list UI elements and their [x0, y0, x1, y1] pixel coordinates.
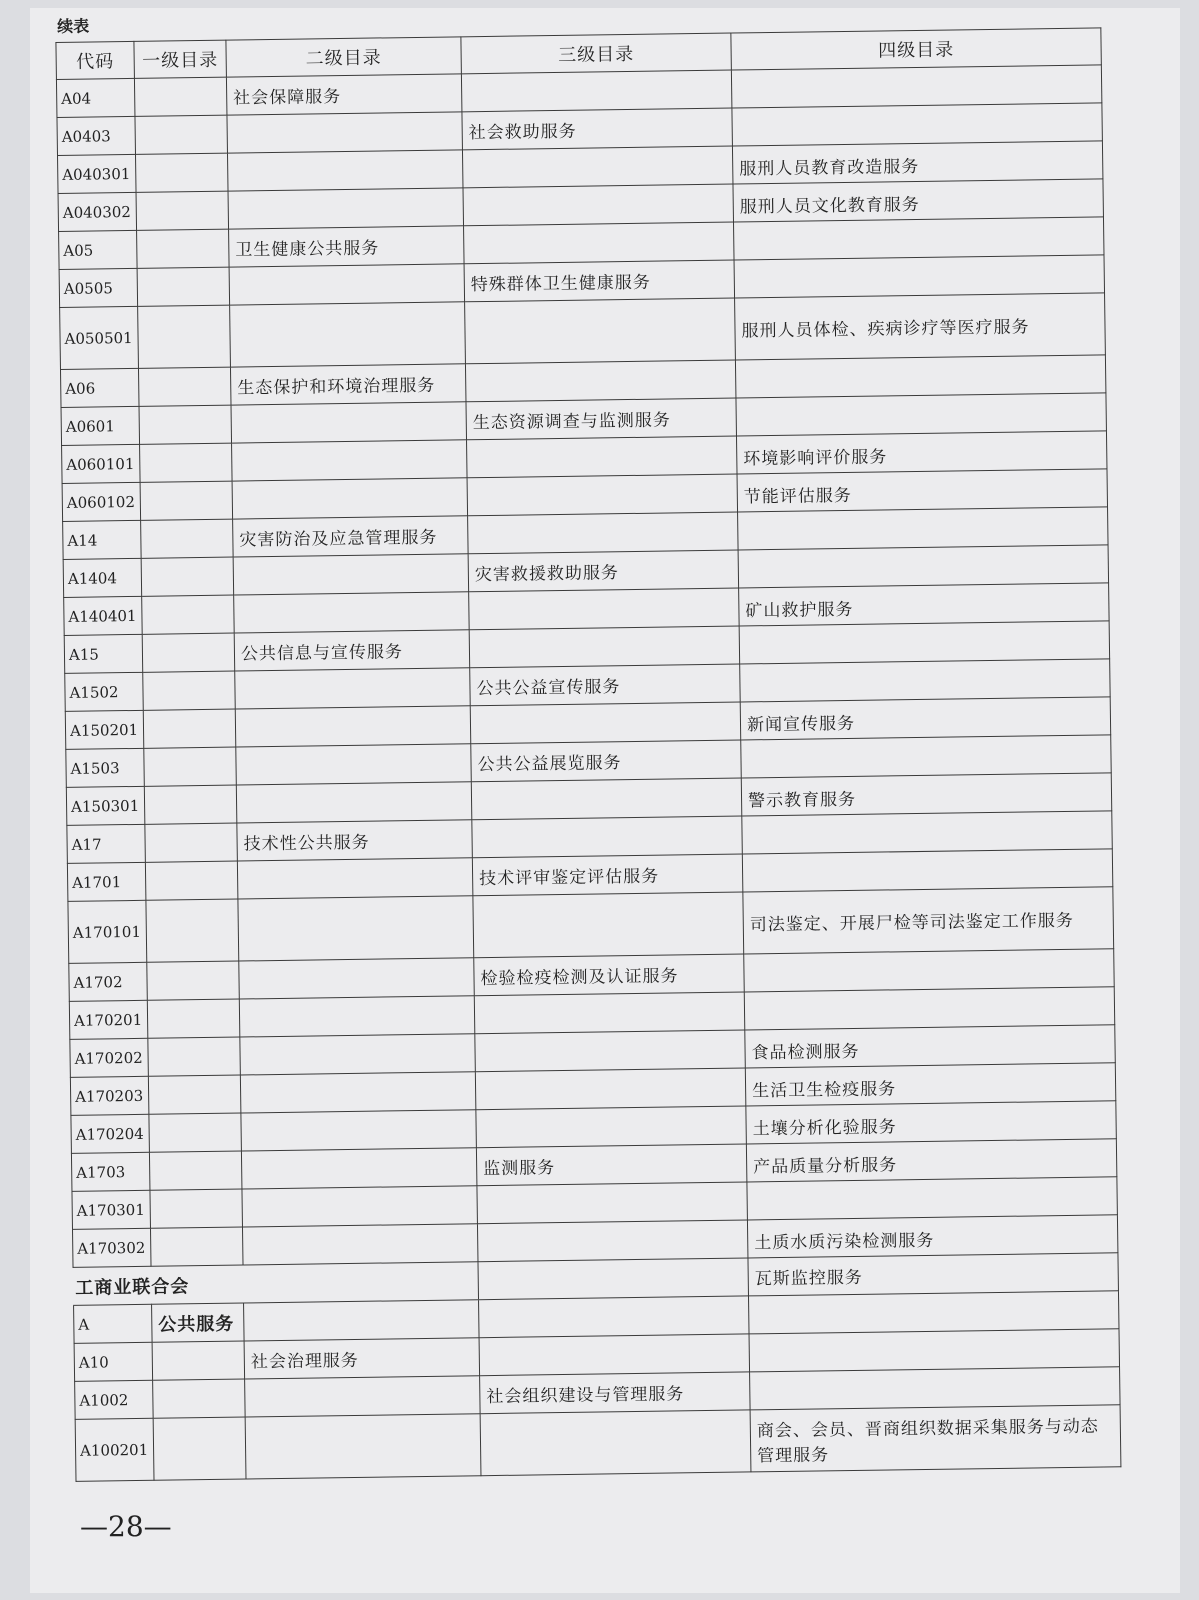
- cell-level3: [480, 1410, 751, 1476]
- cell-level4: [750, 1367, 1120, 1410]
- cell-level3: [461, 70, 732, 112]
- cell-level3: 监测服务: [476, 1144, 747, 1186]
- cell-level4: [736, 393, 1106, 436]
- cell-level1: [137, 229, 230, 268]
- table-cell: [478, 1258, 749, 1300]
- cell-level4: [731, 65, 1101, 108]
- cell-level2: [242, 1224, 478, 1265]
- cell-level3: [463, 184, 734, 226]
- cell-level2: [227, 112, 463, 153]
- cell-level1: [135, 153, 228, 192]
- cell-level1: [138, 305, 231, 368]
- cell-level2: [232, 478, 468, 519]
- cell-code: A1404: [63, 558, 142, 597]
- cell-code: A17: [67, 824, 146, 863]
- cell-code: A040301: [58, 154, 137, 193]
- cell-level3: 生态资源调查与监测服务: [466, 398, 737, 440]
- cell-level1: [145, 861, 238, 900]
- cell-level1: [142, 633, 235, 672]
- cell-level3: [473, 892, 744, 958]
- cell-level2: 灾害防治及应急管理服务: [233, 516, 469, 557]
- cell-level3: [464, 222, 735, 264]
- cell-level4: 新闻宣传服务: [740, 697, 1110, 740]
- cell-code: A1503: [66, 748, 145, 787]
- cell-code: A: [74, 1304, 153, 1343]
- cell-level4: [747, 1177, 1117, 1220]
- cell-level4: [733, 217, 1103, 260]
- cell-level4: 司法鉴定、开展尸检等司法鉴定工作服务: [743, 887, 1114, 954]
- cell-level1: [153, 1379, 246, 1418]
- cell-code: A060101: [62, 444, 141, 483]
- cell-level2: [238, 896, 474, 961]
- cell-level3: [475, 1068, 746, 1110]
- cell-level2: [236, 744, 472, 785]
- cell-level4: 环境影响评价服务: [736, 431, 1106, 474]
- cell-level2: [240, 1034, 476, 1075]
- cell-level1: [145, 823, 238, 862]
- header-level4: 四级目录: [731, 28, 1101, 70]
- cell-level2: [234, 592, 470, 633]
- cell-level4: 节能评估服务: [737, 469, 1107, 512]
- cell-level2: 社会治理服务: [244, 1338, 480, 1379]
- cell-level1: [147, 961, 240, 1000]
- cell-level4: 警示教育服务: [741, 773, 1111, 816]
- cell-level3: [469, 626, 740, 668]
- cell-level2: 卫生健康公共服务: [229, 226, 465, 267]
- cell-code: A1502: [65, 672, 144, 711]
- cell-level1: [143, 671, 236, 710]
- cell-code: A0505: [59, 268, 138, 307]
- cell-level2: 生态保护和环境治理服务: [230, 364, 466, 405]
- cell-level4: 服刑人员体检、疾病诊疗等医疗服务: [735, 293, 1106, 360]
- cell-level1: [139, 405, 232, 444]
- cell-level4: [748, 1291, 1118, 1334]
- cell-code: A170202: [70, 1038, 149, 1077]
- cell-level2: [228, 188, 464, 229]
- cell-level4: 商会、会员、晋商组织数据采集服务与动态管理服务: [750, 1405, 1121, 1472]
- cell-code: A150301: [66, 786, 145, 825]
- cell-level3: [470, 702, 741, 744]
- cell-level2: [230, 302, 466, 367]
- cell-code: A0601: [61, 406, 140, 445]
- cell-level3: [469, 588, 740, 630]
- cell-level2: [229, 264, 465, 305]
- cell-level4: [749, 1329, 1119, 1372]
- section-side-cell: 瓦斯监控服务: [748, 1253, 1118, 1296]
- cell-code: A15: [64, 634, 143, 673]
- cell-level3: [468, 512, 739, 554]
- header-code: 代码: [56, 41, 135, 79]
- cell-level3: 社会救助服务: [462, 108, 733, 150]
- cell-level4: [744, 987, 1114, 1030]
- cell-code: A1703: [71, 1152, 150, 1191]
- cell-level3: [465, 360, 736, 402]
- cell-level1: [136, 191, 229, 230]
- cell-level1: [148, 1075, 241, 1114]
- continued-label: 续表: [57, 16, 90, 36]
- cell-level1: [141, 519, 234, 558]
- section-title: 工商业联合会: [73, 1262, 478, 1306]
- cell-level3: [477, 1182, 748, 1224]
- cell-level1: 公共服务: [152, 1303, 245, 1342]
- cell-level4: [739, 621, 1109, 664]
- cell-level1: [150, 1227, 243, 1266]
- cell-level2: [231, 402, 467, 443]
- cell-code: A050501: [60, 306, 139, 369]
- cell-level1: [149, 1113, 242, 1152]
- cell-level2: [237, 858, 473, 899]
- cell-code: A1702: [69, 962, 148, 1001]
- cell-level4: [742, 849, 1112, 892]
- cell-level1: [153, 1417, 246, 1480]
- header-level2: 二级目录: [226, 37, 461, 77]
- cell-level3: 社会组织建设与管理服务: [480, 1372, 751, 1414]
- cell-level3: [471, 778, 742, 820]
- cell-code: A06: [60, 368, 139, 407]
- cell-level4: 生活卫生检疫服务: [745, 1063, 1115, 1106]
- cell-level3: 技术评审鉴定评估服务: [472, 854, 743, 896]
- cell-level1: [140, 481, 233, 520]
- cell-level4: [735, 355, 1105, 398]
- cell-level3: 公共公益展览服务: [471, 740, 742, 782]
- cell-level4: [738, 545, 1108, 588]
- cell-code: A060102: [62, 482, 141, 521]
- section-rows-body: [74, 1291, 1121, 1482]
- cell-level4: 服刑人员教育改造服务: [732, 141, 1102, 184]
- cell-level2: 技术性公共服务: [237, 820, 473, 861]
- cell-level1: [143, 709, 236, 748]
- catalog-table: [55, 27, 1121, 1481]
- table-body: [56, 65, 1117, 1267]
- cell-code: A170201: [69, 1000, 148, 1039]
- cell-code: A05: [59, 230, 138, 269]
- cell-level3: [472, 816, 743, 858]
- cell-level1: [147, 999, 240, 1038]
- cell-level2: [233, 554, 469, 595]
- cell-level4: 土质水质污染检测服务: [747, 1215, 1117, 1258]
- cell-level1: [150, 1189, 243, 1228]
- cell-level1: [152, 1341, 245, 1380]
- cell-level1: [134, 77, 227, 116]
- cell-level4: 土壤分析化验服务: [746, 1101, 1116, 1144]
- cell-level4: 食品检测服务: [745, 1025, 1115, 1068]
- cell-code: A10: [74, 1342, 153, 1381]
- cell-level4: [732, 103, 1102, 146]
- cell-code: A14: [63, 520, 142, 559]
- cell-level4: [742, 811, 1112, 854]
- cell-level2: [245, 1376, 481, 1417]
- cell-level3: [467, 474, 738, 516]
- cell-level2: [244, 1300, 480, 1341]
- cell-level2: [227, 150, 463, 191]
- cell-level3: 公共公益宣传服务: [470, 664, 741, 706]
- cell-level4: [734, 255, 1104, 298]
- cell-level4: [740, 659, 1110, 702]
- cell-level4: 产品质量分析服务: [746, 1139, 1116, 1182]
- cell-code: A170204: [71, 1114, 150, 1153]
- cell-level2: [240, 1072, 476, 1113]
- cell-level1: [149, 1151, 242, 1190]
- cell-code: A170302: [72, 1228, 151, 1267]
- cell-level3: 检验检疫检测及认证服务: [474, 954, 745, 996]
- cell-level1: [137, 267, 230, 306]
- cell-level2: 公共信息与宣传服务: [234, 630, 470, 671]
- cell-code: A150201: [65, 710, 144, 749]
- cell-code: A040302: [58, 192, 137, 231]
- cell-level1: [141, 557, 234, 596]
- cell-level2: [241, 1110, 477, 1151]
- cell-level4: [738, 507, 1108, 550]
- cell-level2: [239, 996, 475, 1037]
- page-number: —28—: [80, 1510, 172, 1543]
- cell-level3: [467, 436, 738, 478]
- cell-level1: [144, 785, 237, 824]
- cell-level3: [479, 1296, 750, 1338]
- cell-level3: 特殊群体卫生健康服务: [464, 260, 735, 302]
- cell-code: A1002: [75, 1380, 154, 1419]
- document-page: [55, 0, 1120, 1482]
- cell-level4: [741, 735, 1111, 778]
- cell-code: A1701: [67, 862, 146, 901]
- cell-level3: [477, 1220, 748, 1262]
- cell-level3: [462, 146, 733, 188]
- cell-level1: [135, 115, 228, 154]
- cell-level1: [144, 747, 237, 786]
- cell-level2: [235, 706, 471, 747]
- cell-level1: [146, 899, 239, 962]
- cell-level2: [236, 782, 472, 823]
- cell-level3: [475, 1030, 746, 1072]
- cell-code: A140401: [64, 596, 143, 635]
- cell-level2: [239, 958, 475, 999]
- cell-level3: [465, 298, 736, 364]
- cell-level2: [242, 1186, 478, 1227]
- cell-level2: [245, 1414, 481, 1479]
- cell-level3: [479, 1334, 750, 1376]
- cell-level2: [235, 668, 471, 709]
- cell-level2: [232, 440, 468, 481]
- cell-level2: 社会保障服务: [226, 74, 462, 115]
- cell-code: A04: [56, 78, 135, 117]
- cell-level1: [138, 367, 231, 406]
- cell-level1: [140, 443, 233, 482]
- cell-level1: [142, 595, 235, 634]
- cell-code: A170301: [72, 1190, 151, 1229]
- cell-level4: [744, 949, 1114, 992]
- header-level1: 一级目录: [134, 40, 227, 78]
- cell-level3: [476, 1106, 747, 1148]
- cell-code: A170203: [70, 1076, 149, 1115]
- cell-level1: [148, 1037, 241, 1076]
- cell-code: A100201: [75, 1418, 154, 1481]
- cell-level3: 灾害救援救助服务: [468, 550, 739, 592]
- cell-level4: 服刑人员文化教育服务: [733, 179, 1103, 222]
- cell-code: A170101: [68, 900, 147, 963]
- cell-level4: 矿山救护服务: [739, 583, 1109, 626]
- cell-code: A0403: [57, 116, 136, 155]
- header-level3: 三级目录: [461, 33, 731, 74]
- cell-level3: [474, 992, 745, 1034]
- cell-level2: [241, 1148, 477, 1189]
